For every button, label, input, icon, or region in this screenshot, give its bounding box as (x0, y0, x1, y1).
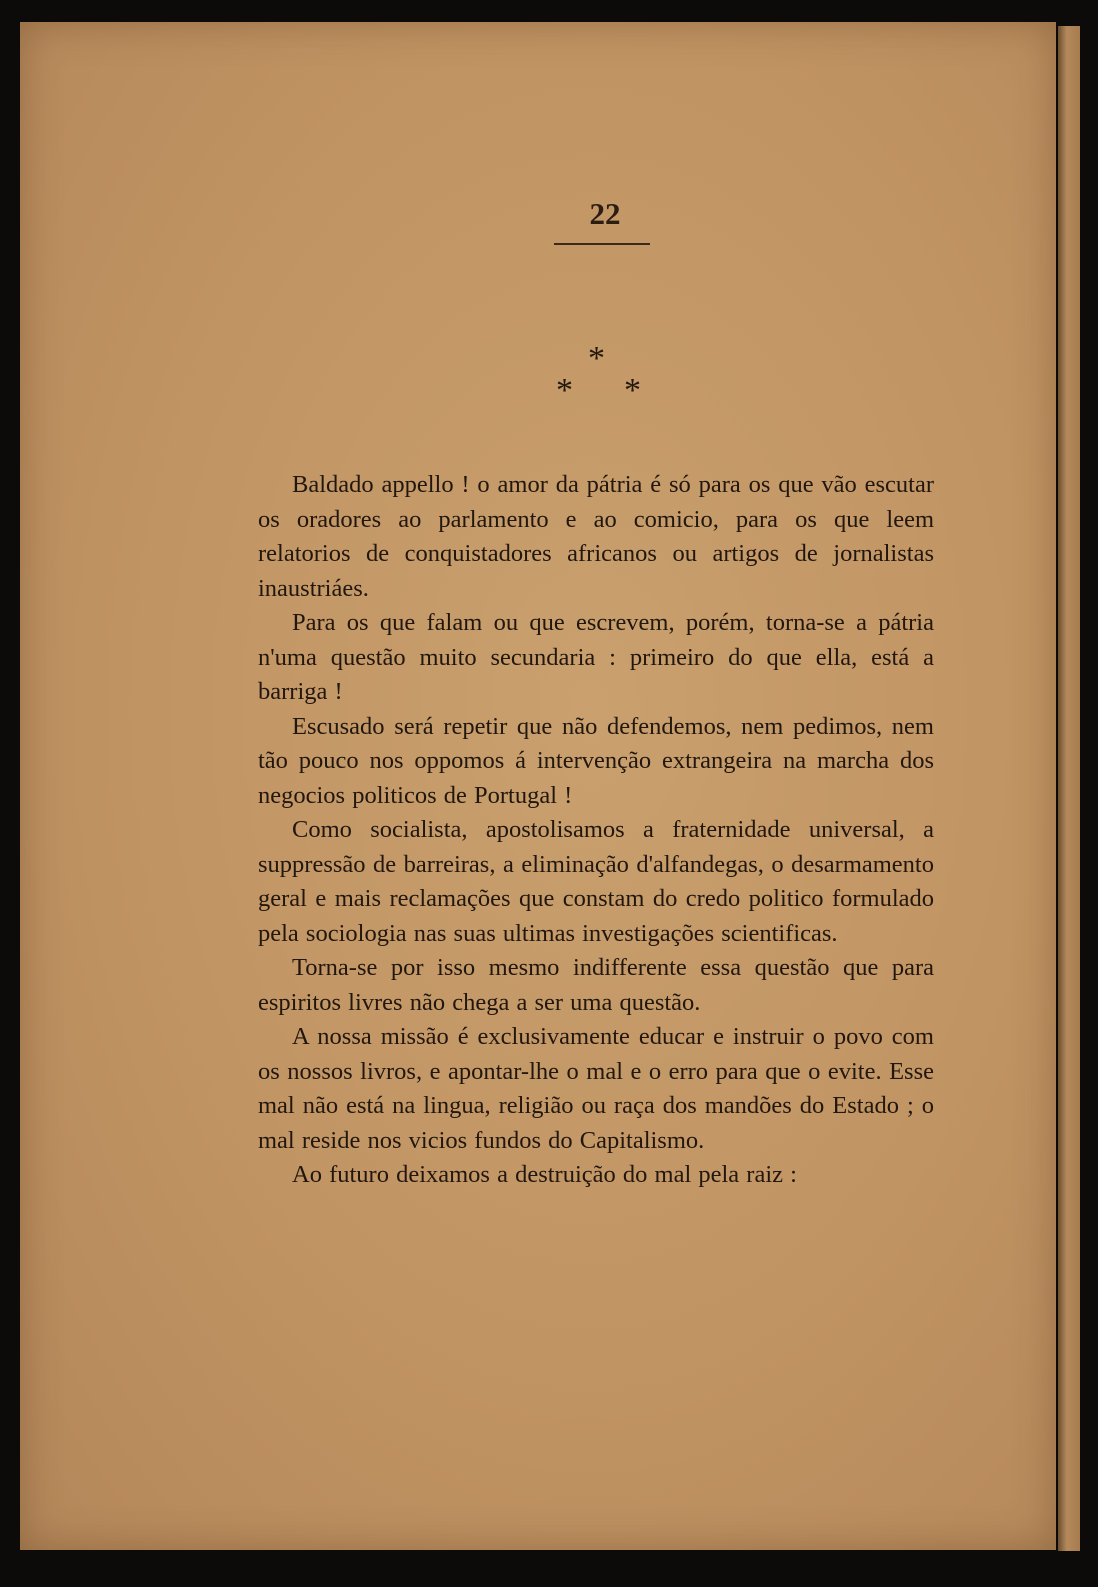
asterism-star-right: * (624, 372, 641, 409)
asterism-star-left: * (556, 372, 573, 409)
paragraph: Escusado será repetir que não defendemos, nem pedimos, nem tão pouco nos oppomos á intervenção extrangeira na marcha dos negocios politicos de Portugal ! (258, 712, 934, 809)
page-number: 22 (589, 196, 621, 231)
paragraph: Para os que falam ou que escrevem, porém, torna-se a pátria n'uma questão muito secundaria : primeiro do que ella, está a barriga ! (258, 609, 934, 705)
paragraph: Torna-se por isso mesmo indifferente essa questão que para espiritos livres não chega a ser uma questão. (258, 954, 934, 1016)
paragraph: A nossa missão é exclusivamente educar e instruir o povo com os nossos livros, e apontar-lhe o mal e o erro para que o evite. Esse mal não está na lingua, religião ou raça dos mandões do Estado ; o mal reside nos vicios fundos do Capitalismo. (258, 1023, 934, 1154)
paragraph: Baldado appello ! o amor da pátria é só para os que vão escutar os oradores ao parlamento e ao comicio, para os que leem relatorios de conquistadores africanos ou artigos de jornalistas inaustriáes. (258, 471, 934, 602)
paragraph: Como socialista, apostolisamos a fraternidade universal, a suppressão de barreiras, a eliminação d'alfandegas, o desarmamento geral e mais reclamações que constam do credo politico formulado pela sociologia nas suas ultimas investigações scientificas. (258, 816, 934, 947)
body-text (258, 468, 934, 1193)
adjacent-page-edge (1058, 26, 1080, 1551)
asterism-star-top: * (588, 340, 605, 377)
page-number-rule (554, 243, 650, 245)
paragraph: Ao futuro deixamos a destruição do mal pela raiz : (292, 1161, 797, 1188)
